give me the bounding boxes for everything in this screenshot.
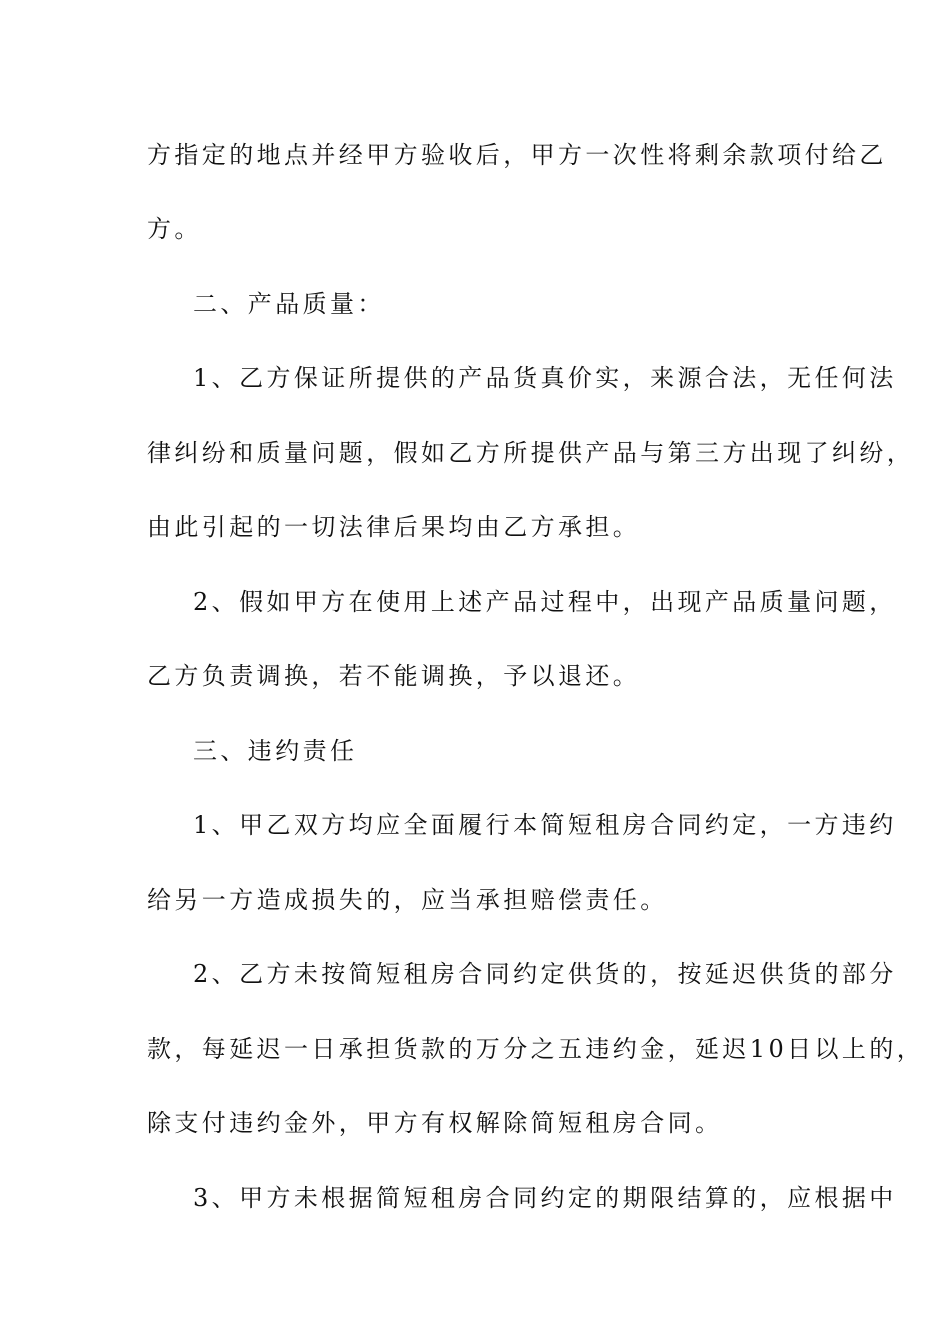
paragraph-line: 方。 (147, 215, 202, 243)
paragraph-line: 乙方负责调换，若不能调换，予以退还。 (147, 662, 641, 690)
paragraph-line: 款，每延迟一日承担货款的万分之五违约金，延迟10日以上的， (147, 1035, 925, 1063)
paragraph-line: 律纠纷和质量问题，假如乙方所提供产品与第三方出现了纠纷， (147, 439, 915, 467)
paragraph-line: 方指定的地点并经甲方验收后，甲方一次性将剩余款项付给乙 (147, 141, 887, 169)
section-heading: 三、违约责任 (193, 737, 358, 765)
paragraph-line: 由此引起的一切法律后果均由乙方承担。 (147, 513, 641, 541)
paragraph-line: 3、甲方未根据简短租房合同约定的期限结算的，应根据中 (193, 1184, 897, 1212)
paragraph-line: 除支付违约金外，甲方有权解除简短租房合同。 (147, 1109, 723, 1137)
section-heading: 二、产品质量： (193, 290, 385, 318)
paragraph-line: 2、乙方未按简短租房合同约定供货的，按延迟供货的部分 (193, 960, 897, 988)
paragraph-line: 2、假如甲方在使用上述产品过程中，出现产品质量问题， (193, 588, 897, 616)
paragraph-line: 1、乙方保证所提供的产品货真价实，来源合法，无任何法 (193, 364, 897, 392)
paragraph-line: 给另一方造成损失的，应当承担赔偿责任。 (147, 886, 668, 914)
paragraph-line: 1、甲乙双方均应全面履行本简短租房合同约定，一方违约 (193, 811, 897, 839)
